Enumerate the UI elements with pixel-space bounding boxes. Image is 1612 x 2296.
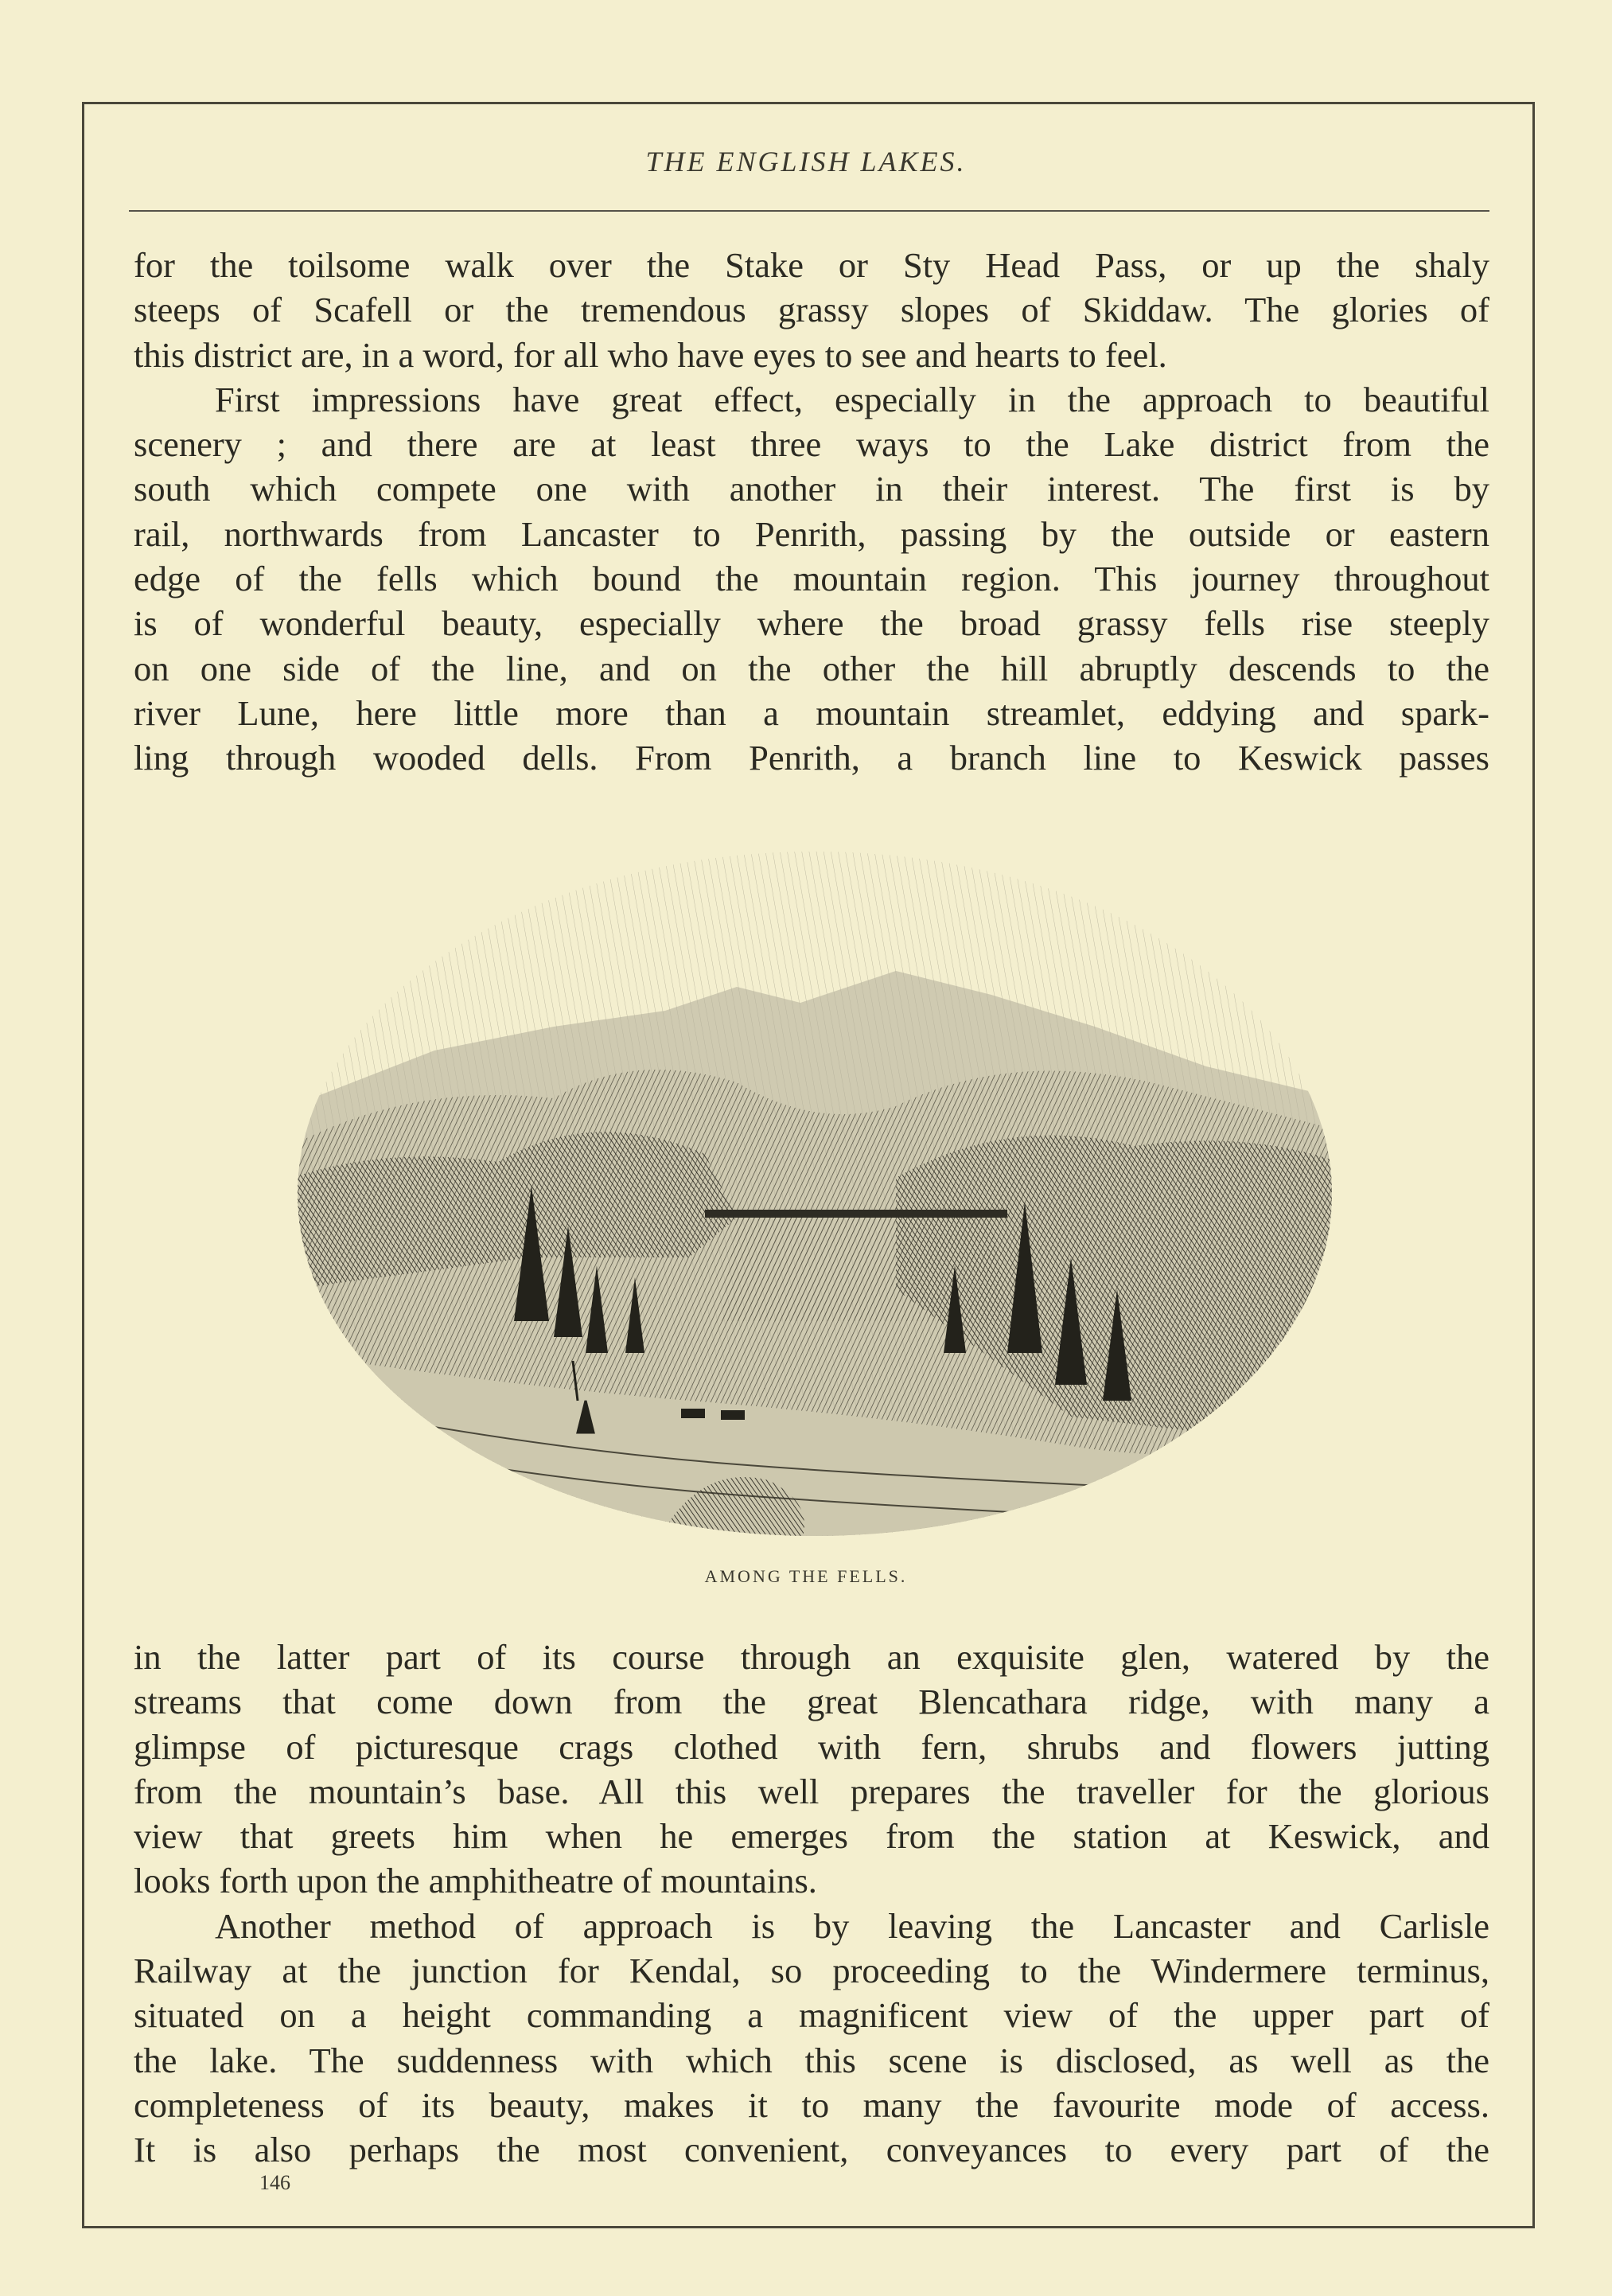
text-line: situated on a height commanding a magnificent view of the upper part of [134, 1995, 1489, 2036]
text-line: glimpse of picturesque crags clothed with fern, shrubs and flowers jutting [134, 1726, 1489, 1767]
text-line: from the mountain’s base. All this well prepares the traveller for the glorious [134, 1771, 1489, 1811]
text-line: is of wonderful beauty, especially where the broad grassy fells rise steeply [134, 603, 1489, 644]
text-line: streams that come down from the great Blencathara ridge, with many a [134, 1682, 1489, 1722]
text-line: scenery ; and there are at least three ways to the Lake district from the [134, 424, 1489, 465]
text-line: the lake. The suddenness with which this scene is disclosed, as well as the [134, 2040, 1489, 2080]
text-line: this district are, in a word, for all who have eyes to see and hearts to feel. [134, 334, 1167, 375]
page-number: 146 [259, 2171, 290, 2194]
text-line: edge of the fells which bound the mountain region. This journey throughout [134, 559, 1489, 599]
text-line: view that greets him when he emerges from the station at Keswick, and [134, 1816, 1489, 1857]
text-line: river Lune, here little more than a mountain streamlet, eddying and spark- [134, 692, 1489, 733]
text-line: rail, northwards from Lancaster to Penrith, passing by the outside or eastern [134, 513, 1489, 554]
text-line: steeps of Scafell or the tremendous grassy slopes of Skiddaw. The glories of [134, 290, 1489, 330]
text-line: It is also perhaps the most convenient, conveyances to every part of the [134, 2130, 1489, 2170]
text-line: looks forth upon the amphitheatre of mountains. [134, 1861, 817, 1901]
text-line: for the toilsome walk over the Stake or Sty Head Pass, or up the shaly [134, 245, 1489, 285]
text-line: Another method of approach is by leaving the Lancaster and Carlisle [215, 1905, 1489, 1946]
text-line: south which compete one with another in their interest. The first is by [134, 469, 1489, 509]
body-text-top [134, 243, 1489, 781]
text-line: on one side of the line, and on the other the hill abruptly descends to the [134, 648, 1489, 688]
header-rule [129, 210, 1489, 212]
text-line: in the latter part of its course through an exquisite glen, watered by the [134, 1637, 1489, 1677]
running-header: THE ENGLISH LAKES. [645, 146, 967, 177]
text-line: Railway at the junction for Kendal, so proceeding to the Windermere terminus, [134, 1951, 1489, 1991]
text-line: completeness of its beauty, makes it to many the favourite mode of access. [134, 2084, 1489, 2125]
text-line: ling through wooded dells. From Penrith, a branch line to Keswick passes [134, 738, 1489, 778]
illustration-caption: AMONG THE FELLS. [704, 1566, 908, 1586]
engraving-among-the-fells [291, 844, 1338, 1560]
text-line: First impressions have great effect, especially in the approach to beautiful [215, 379, 1489, 419]
body-text-bottom [134, 1635, 1489, 2173]
